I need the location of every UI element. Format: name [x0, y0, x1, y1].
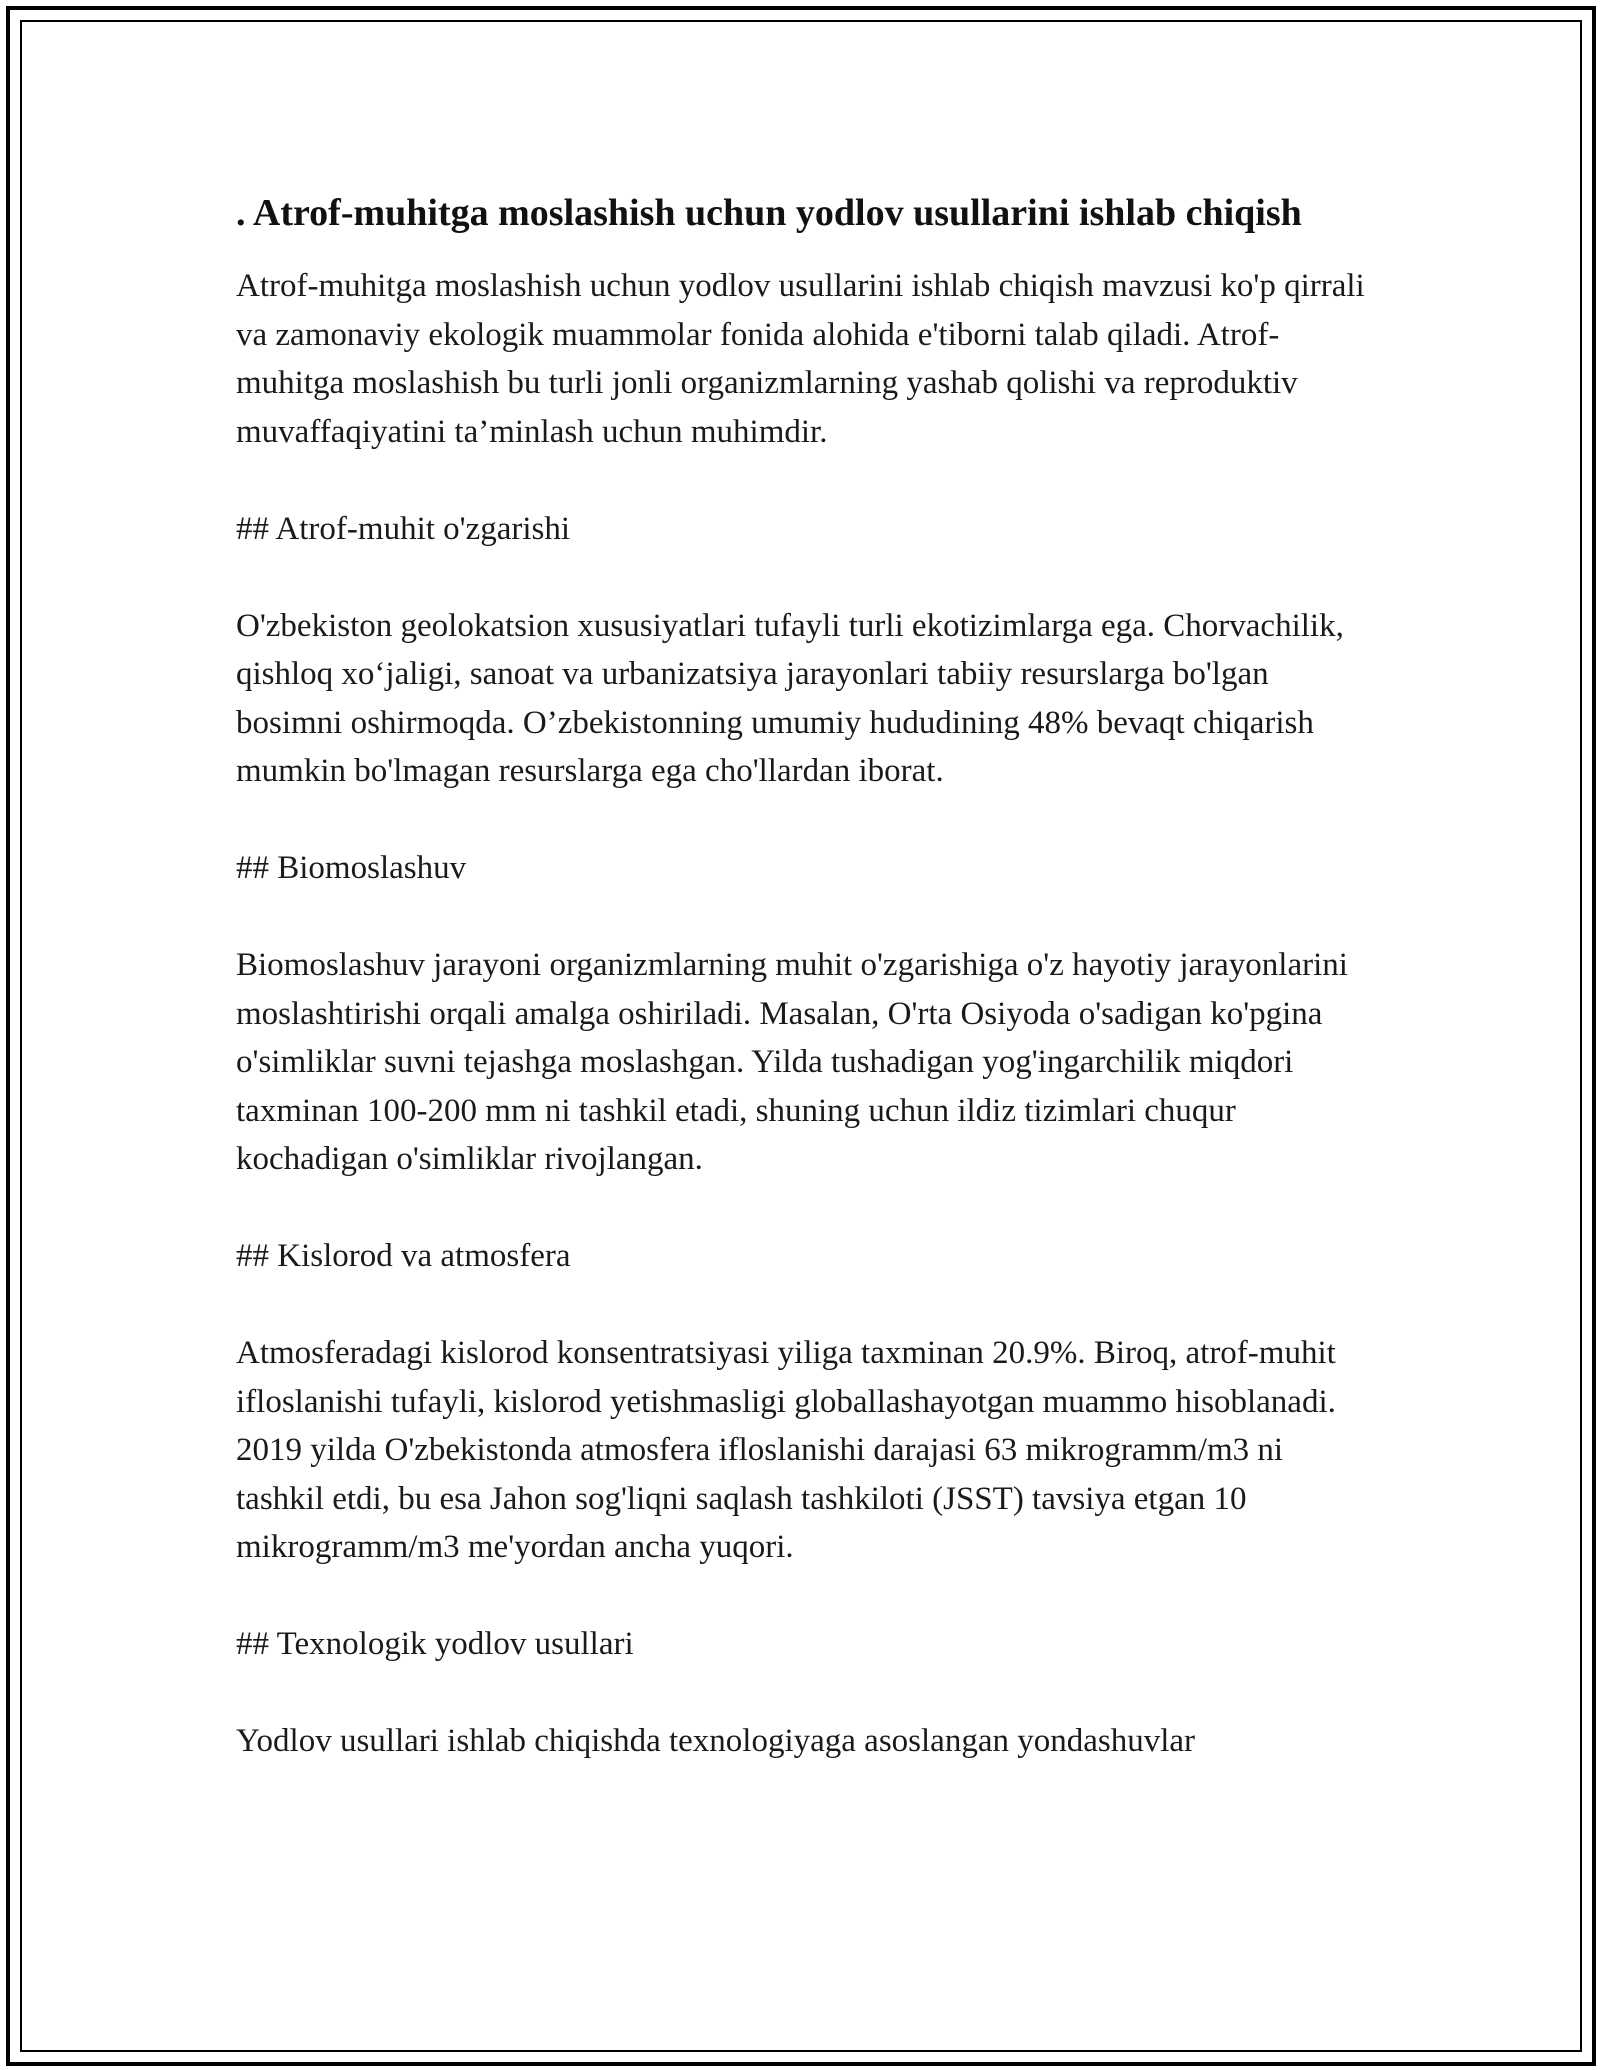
section-heading-bioadaptation: ## Biomoslashuv	[236, 850, 467, 886]
spacer	[236, 1572, 1376, 1621]
section-text-technological-methods: Yodlov usullari ishlab chiqishda texnologiyaga asoslangan yondashuvlar	[236, 1723, 1196, 1759]
section-text-oxygen-atmosphere: Atmosferadagi kislorod konsentratsiyasi yiliga taxminan 20.9%. Biroq, atrof-muhit ifloslanishi tufayli, kislorod yetishmasligi globallashayotgan muammo hisoblanadi. 2019 yilda O'zbekistonda atmosfera ifloslanishi darajasi 63 mikrogramm/m3 ni tashkil etdi, bu esa Jahon sog'liqni saqlash tashkiloti (JSST) tavsiya etgan 10 mikrogramm/m3 me'yordan ancha yuqori.	[236, 1335, 1336, 1565]
section-text-bioadaptation: Biomoslashuv jarayoni organizmlarning muhit o'zgarishiga o'z hayotiy jarayonlarini moslashtirishi orqali amalga oshiriladi. Masalan, O'rta Osiyoda o'sadigan ko'pgina o'simliklar suvni tejashga moslashgan. Yilda tushadigan yog'ingarchilik miqdori taxminan 100-200 mm ni tashkil etadi, shuning uchun ildiz tizimlari chuqur kochadigan o'simliklar rivojlangan.	[236, 947, 1348, 1177]
spacer	[236, 796, 1376, 845]
document-title: . Atrof-muhitga moslashish uchun yodlov usullarini ishlab chiqish	[236, 192, 1302, 234]
spacer	[236, 1669, 1376, 1718]
spacer	[236, 456, 1376, 505]
section-text-environment-change: O'zbekiston geolokatsion xususiyatlari tufayli turli ekotizimlarga ega. Chorvachilik, qishloq xo‘jaligi, sanoat va urbanizatsiya jarayonlari tabiiy resurslarga bo'lgan bosimni oshirmoqda. O’zbekistonning umumiy hududining 48% bevaqt chiqarish mumkin bo'lmagan resurslarga ega cho'llardan iborat.	[236, 607, 1344, 789]
spacer	[236, 1281, 1376, 1330]
spacer	[236, 1184, 1376, 1233]
document-body	[236, 186, 1376, 1766]
intro-paragraph: Atrof-muhitga moslashish uchun yodlov usullarini ishlab chiqish mavzusi ko'p qirrali va zamonaviy ekologik muammolar fonida alohida e'tiborni talab qiladi. Atrof-muhitga moslashish bu turli jonli organizmlarning yashab qolishi va reproduktiv muvaffaqiyatini ta’minlash uchun muhimdir.	[236, 268, 1365, 450]
section-heading-environment-change: ## Atrof-muhit o'zgarishi	[236, 510, 571, 547]
spacer	[236, 893, 1376, 942]
section-heading-technological-methods: ## Texnologik yodlov usullari	[236, 1626, 634, 1662]
section-heading-oxygen-atmosphere: ## Kislorod va atmosfera	[236, 1238, 571, 1274]
spacer	[236, 553, 1376, 602]
